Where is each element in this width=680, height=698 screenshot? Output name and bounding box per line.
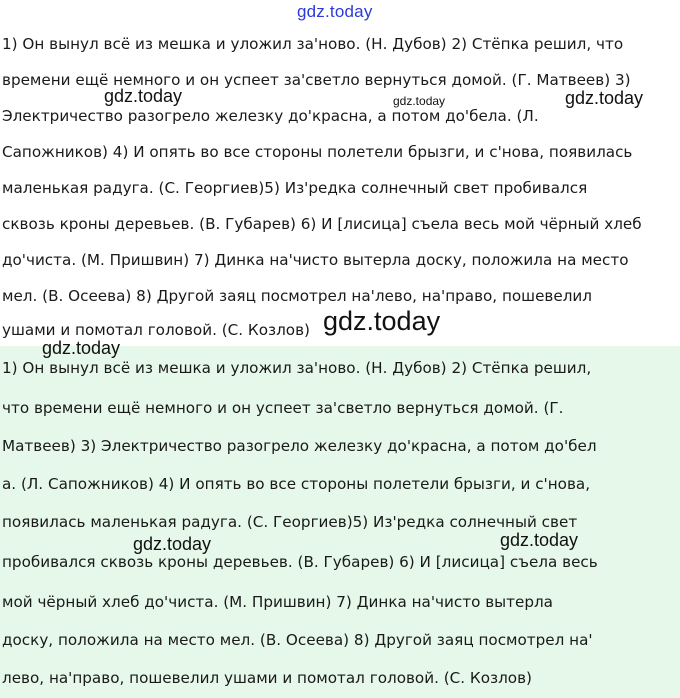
answer-line: Матвеев) 3) Электричество разогрело железку до'красна, а потом до'бел <box>2 437 597 455</box>
task-line: Сапожников) 4) И опять во все стороны полетели брызги, и с'нова, появилась <box>2 143 633 161</box>
watermark: gdz.today <box>133 534 212 554</box>
answer-line: доску, положила на место мел. (В. Осеева) 8) Другой заяц посмотрел на' <box>2 631 593 649</box>
task-line: 1) Он вынул всё из мешка и уложил за'ново. (Н. Дубов) 2) Стёпка решил, что <box>2 35 624 53</box>
answer-line: а. (Л. Сапожников) 4) И опять во все стороны полетели брызги, и с'нова, <box>2 475 591 493</box>
answer-line: мой чёрный хлеб до'чиста. (М. Пришвин) 7) Динка на'чисто вытерла <box>2 593 553 611</box>
watermark: gdz.today <box>393 94 446 108</box>
task-text-block <box>0 30 680 342</box>
task-line: до'чиста. (М. Пришвин) 7) Динка на'чисто вытерла доску, положила на место <box>2 251 629 269</box>
task-line: ушами и помотал головой. (С. Козлов) <box>2 321 310 339</box>
answer-line: пробивался сквозь кроны деревьев. (В. Губарев) 6) И [лисица] съела весь <box>2 553 598 571</box>
answer-line: появилась маленькая радуга. (С. Георгиев)5) Из'редка солнечный свет <box>2 513 578 531</box>
site-header-link[interactable]: gdz.today <box>297 2 373 21</box>
task-line: Электричество разогрело железку до'красна, а потом до'бела. (Л. <box>2 107 539 125</box>
task-line: мел. (В. Осеева) 8) Другой заяц посмотрел на'лево, на'право, пошевелил <box>2 287 593 305</box>
answer-line: 1) Он вынул всё из мешка и уложил за'ново. (Н. Дубов) 2) Стёпка решил, <box>2 359 592 377</box>
answer-line: что времени ещё немного и он успеет за'светло вернуться домой. (Г. <box>2 399 564 417</box>
watermark: gdz.today <box>565 88 644 108</box>
task-line: времени ещё немного и он успеет за'светло вернуться домой. (Г. Матвеев) 3) <box>2 71 631 89</box>
watermark: gdz.today <box>500 530 579 550</box>
watermark: gdz.today <box>323 306 441 336</box>
task-line: сквозь кроны деревьев. (В. Губарев) 6) И [лисица] съела весь мой чёрный хлеб <box>2 215 642 233</box>
watermark: gdz.today <box>104 86 183 106</box>
answer-text-block <box>0 346 680 698</box>
answer-line: лево, на'право, пошевелил ушами и помотал головой. (С. Козлов) <box>2 669 532 687</box>
watermark: gdz.today <box>42 338 121 358</box>
task-line: маленькая радуга. (С. Георгиев)5) Из'редка солнечный свет пробивался <box>2 179 588 197</box>
